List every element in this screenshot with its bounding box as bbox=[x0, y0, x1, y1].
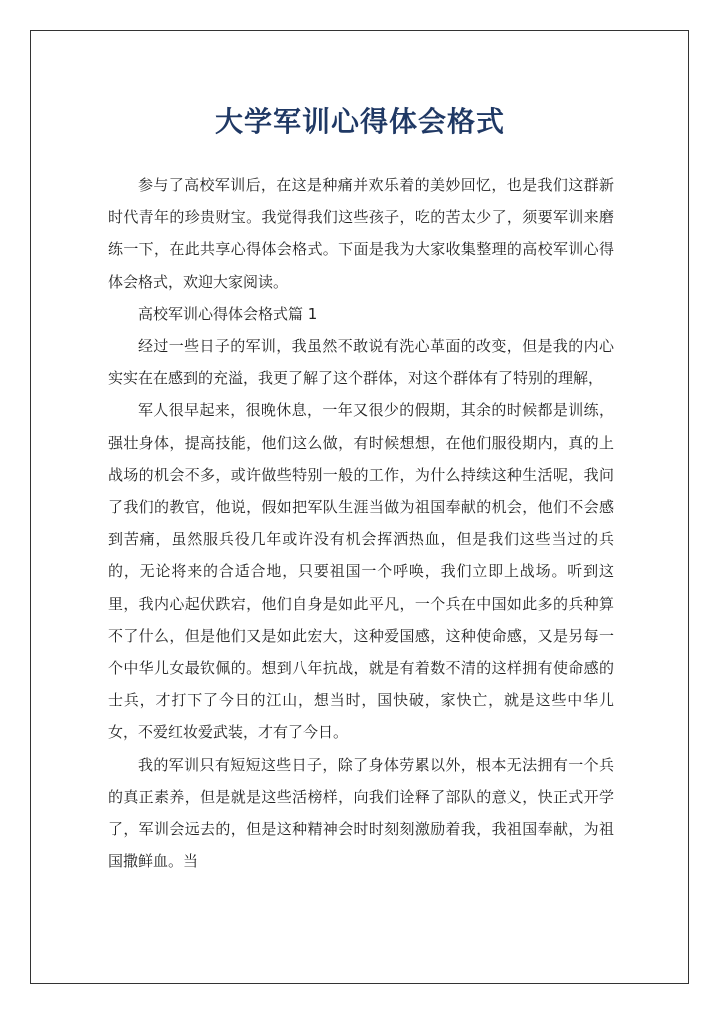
paragraph-3: 我的军训只有短短这些日子，除了身体劳累以外，根本无法拥有一个兵的真正素养，但是就是这些活榜样，向我们诠释了部队的意义，快正式开学了，军训会远去的，但是这种精神会时时刻刻激励着我，我祖国奉献，为祖国撒鲜血。当 bbox=[108, 755, 614, 871]
section-heading: 高校军训心得体会格式篇 1 bbox=[138, 304, 318, 323]
document-body bbox=[108, 169, 614, 877]
document-title: 大学军训心得体会格式 bbox=[214, 105, 505, 138]
paragraph-1: 经过一些日子的军训，我虽然不敢说有洗心革面的改变，但是我的内心实实在在感到的充溢，我更了解了这个群体，对这个群体有了特别的理解， bbox=[108, 337, 614, 388]
paragraph-2: 军人很早起来，很晚休息，一年又很少的假期，其余的时候都是训练，强壮身体，提高技能，他们这么做，有时候想想，在他们服役期内，真的上战场的机会不多，或许做些特别一般的工作，为什么持续这种生活呢，我问了我们的教官，他说，假如把军队生涯当做为祖国奉献的机会，他们不会感到苦痛，虽然服兵役几年或许没有机会挥洒热血，但是我们这些当过的兵的，无论将来的合适合地，只要祖国一个呼唤，我们立即上战场。听到这里，我内心起伏跌宕，他们自身是如此平凡，一个兵在中国如此多的兵种算不了什么，但是他们又是如此宏大，这种爱国感，这种使命感，又是另每一个中华儿女最钦佩的。想到八年抗战，就是有着数不清的这样拥有使命感的士兵，才打下了今日的江山，想当时，国快破，家快亡，就是这些中华儿女，不爱红妆爱武装，才有了今日。 bbox=[108, 401, 614, 742]
paragraph-intro: 参与了高校军训后，在这是种痛并欢乐着的美妙回忆，也是我们这群新时代青年的珍贵财宝。我觉得我们这些孩子，吃的苦太少了，须要军训来磨练一下，在此共享心得体会格式。下面是我为大家收集整理的高校军训心得体会格式，欢迎大家阅读。 bbox=[108, 176, 614, 291]
